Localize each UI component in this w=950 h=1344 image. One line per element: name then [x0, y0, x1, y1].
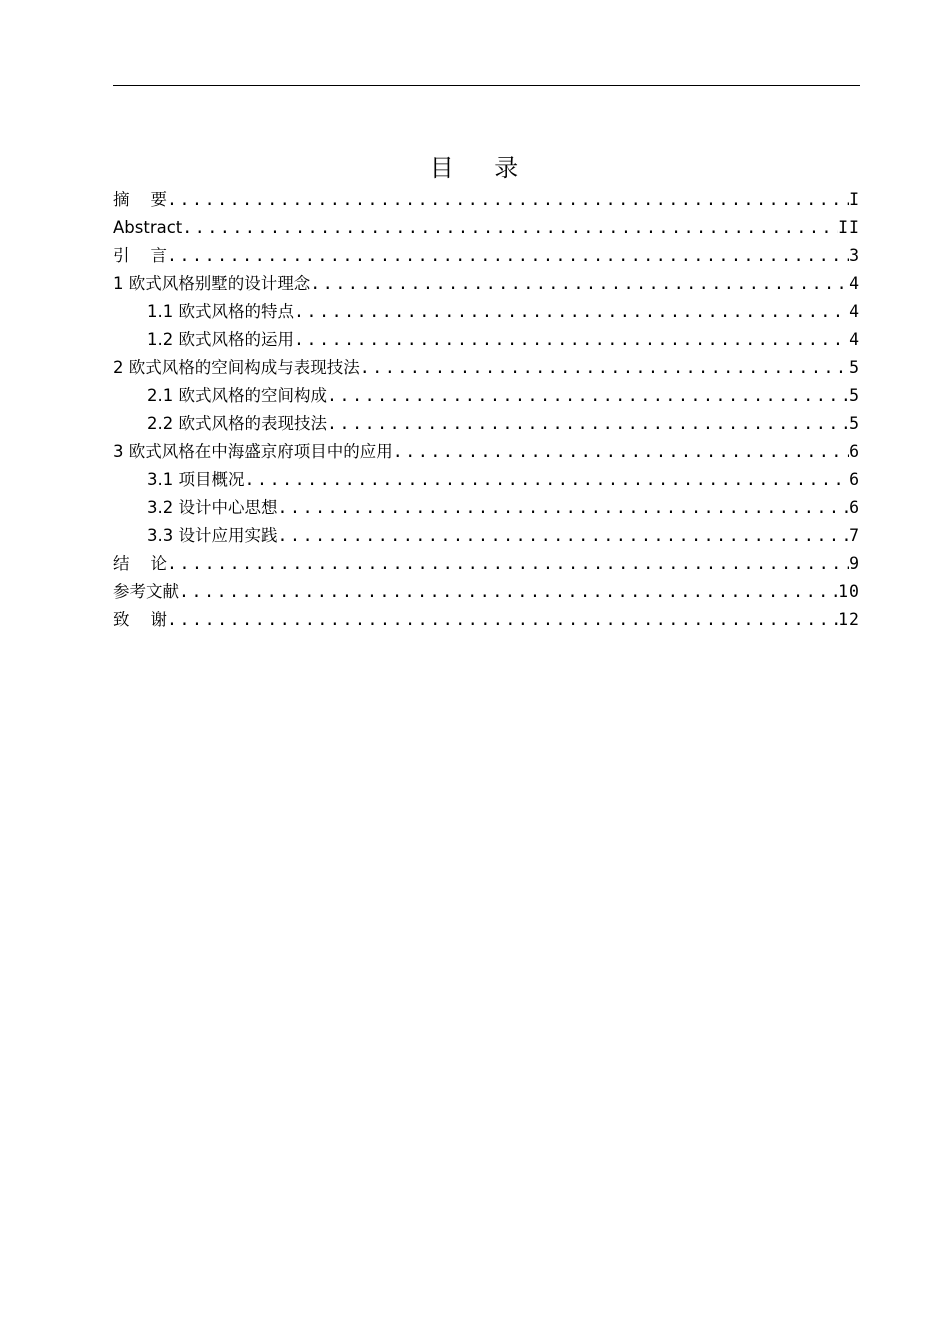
toc-dot-leader [294, 298, 849, 326]
toc-entry-label: 3.3 设计应用实践 [147, 526, 278, 545]
toc-dot-leader [167, 550, 849, 578]
toc-entry-page-number: 10 [838, 582, 860, 601]
toc-subentry[interactable] [113, 326, 860, 354]
toc-entry-page-number: 6 [849, 498, 860, 517]
table-of-contents [113, 186, 860, 634]
toc-entry-label: 2 欧式风格的空间构成与表现技法 [113, 358, 360, 377]
toc-dot-leader [167, 242, 849, 270]
toc-entry-label: 摘 要 [113, 190, 167, 209]
toc-entry[interactable] [113, 214, 860, 242]
toc-entry-page-number: 7 [849, 526, 860, 545]
toc-entry-label: 1 欧式风格别墅的设计理念 [113, 274, 311, 293]
toc-entry-label: 参考文献 [113, 582, 179, 601]
toc-dot-leader [167, 186, 849, 214]
toc-entry-label: 3.2 设计中心思想 [147, 498, 278, 517]
toc-entry[interactable] [113, 438, 860, 466]
toc-entry-label: 3.1 项目概况 [147, 470, 245, 489]
toc-dot-leader [310, 270, 849, 298]
toc-entry[interactable] [113, 270, 860, 298]
toc-subentry[interactable] [113, 298, 860, 326]
toc-entry-label: 引 言 [113, 246, 167, 265]
header-rule [113, 85, 860, 86]
toc-entry[interactable] [113, 606, 860, 634]
toc-entry[interactable] [113, 550, 860, 578]
toc-entry-page-number: 5 [849, 358, 860, 377]
toc-subentry[interactable] [113, 410, 860, 438]
toc-entry-page-number: 3 [849, 246, 860, 265]
toc-entry-page-number: 4 [849, 302, 860, 321]
toc-dot-leader [278, 494, 850, 522]
toc-dot-leader [167, 606, 838, 634]
toc-entry-label: 1.2 欧式风格的运用 [147, 330, 294, 349]
toc-entry-label: 结 论 [113, 554, 167, 573]
toc-entry-page-number: II [838, 218, 860, 237]
toc-dot-leader [179, 578, 838, 606]
toc-entry-page-number: 9 [849, 554, 860, 573]
toc-entry[interactable] [113, 186, 860, 214]
toc-dot-leader [327, 410, 849, 438]
toc-entry-page-number: 4 [849, 330, 860, 349]
toc-subentry[interactable] [113, 522, 860, 550]
toc-entry-page-number: 12 [838, 610, 860, 629]
toc-entry-page-number: 5 [849, 386, 860, 405]
toc-dot-leader [327, 382, 849, 410]
toc-entry-label: 1.1 欧式风格的特点 [147, 302, 294, 321]
toc-subentry[interactable] [113, 466, 860, 494]
toc-entry[interactable] [113, 354, 860, 382]
toc-entry-label: 3 欧式风格在中海盛京府项目中的应用 [113, 442, 393, 461]
toc-entry[interactable] [113, 578, 860, 606]
toc-dot-leader [360, 354, 849, 382]
toc-title [0, 152, 950, 184]
toc-entry-page-number: 6 [849, 470, 860, 489]
toc-entry-page-number: 4 [849, 274, 860, 293]
toc-dot-leader [393, 438, 849, 466]
toc-entry-page-number: I [849, 190, 860, 209]
toc-dot-leader [278, 522, 850, 550]
toc-entry-label: 2.1 欧式风格的空间构成 [147, 386, 327, 405]
toc-entry-label: Abstract [113, 218, 183, 237]
toc-entry[interactable] [113, 242, 860, 270]
toc-entry-label: 致 谢 [113, 610, 167, 629]
toc-dot-leader [294, 326, 849, 354]
toc-entry-label: 2.2 欧式风格的表现技法 [147, 414, 327, 433]
toc-subentry[interactable] [113, 382, 860, 410]
toc-entry-page-number: 5 [849, 414, 860, 433]
toc-subentry[interactable] [113, 494, 860, 522]
toc-dot-leader [245, 466, 850, 494]
toc-title-text: 目 录 [429, 154, 521, 182]
toc-dot-leader [182, 214, 838, 242]
toc-entry-page-number: 6 [849, 442, 860, 461]
